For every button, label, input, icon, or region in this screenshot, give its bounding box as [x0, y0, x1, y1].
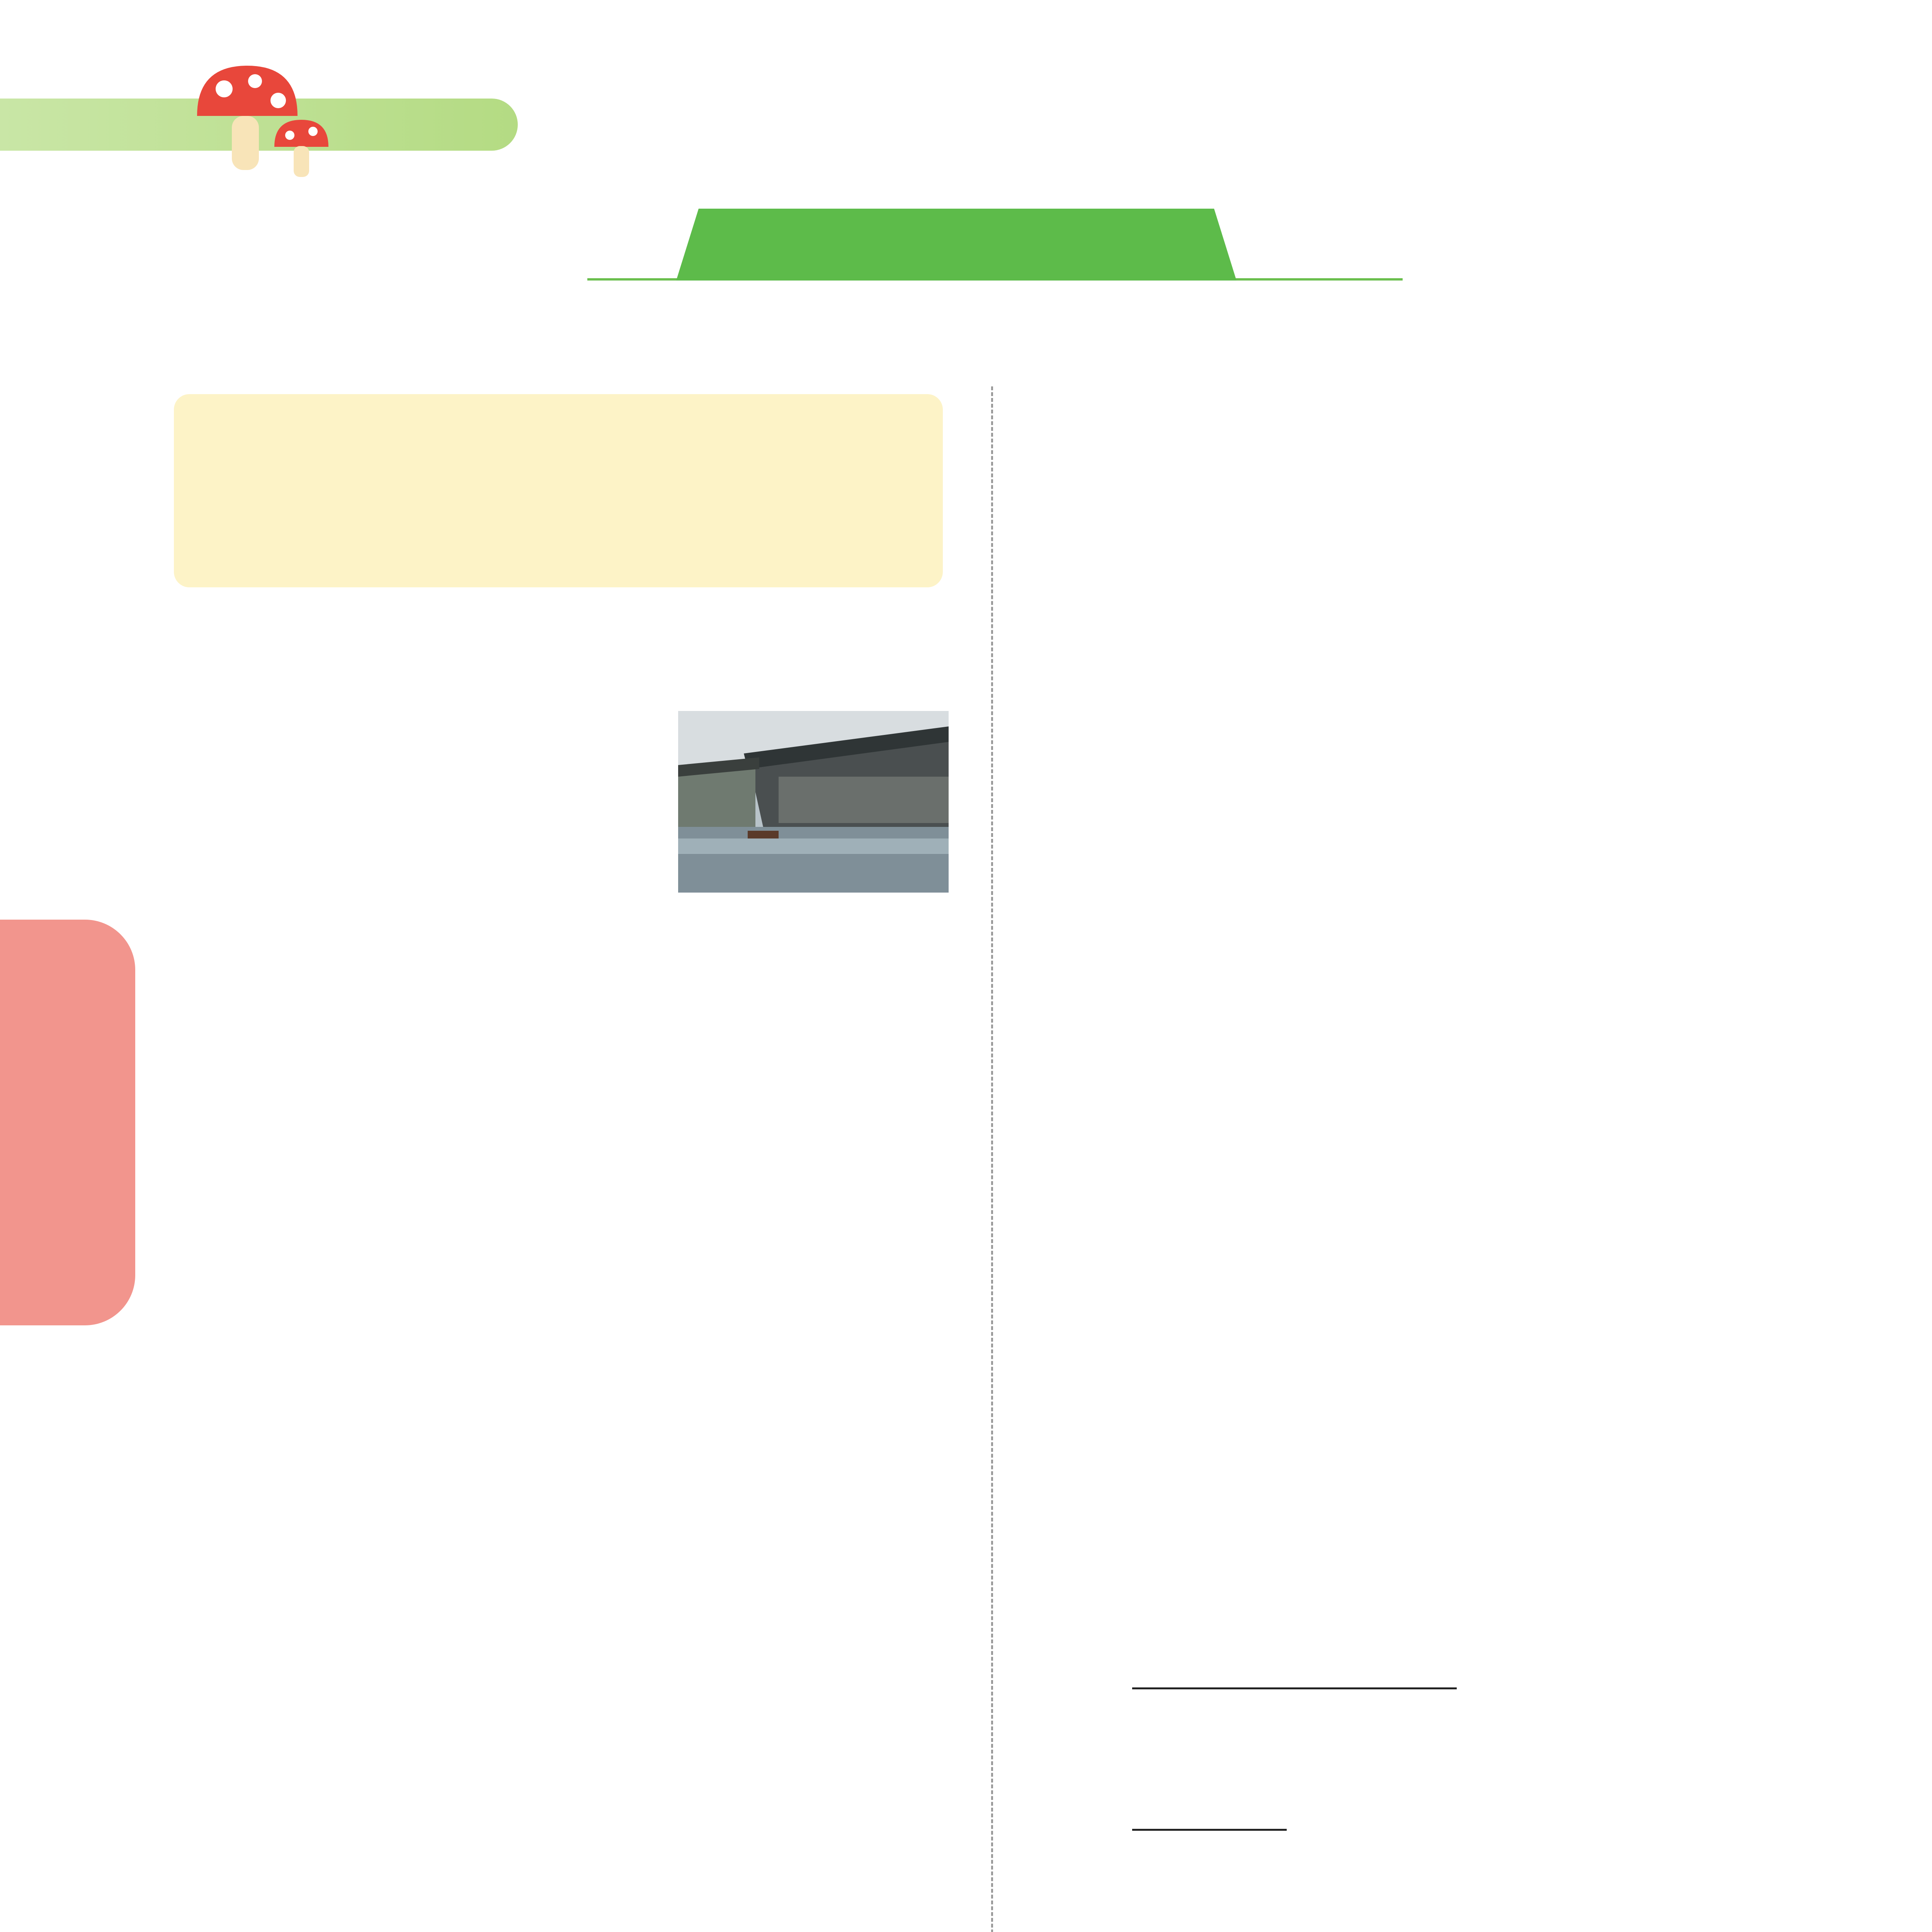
answer-2-2 — [1132, 1829, 1287, 1831]
side-tab — [0, 920, 135, 1325]
zhouzhuang-photo — [678, 711, 949, 893]
answer-2-1b — [1294, 1687, 1457, 1689]
column-divider — [991, 386, 993, 1932]
answer-2-1a — [1132, 1687, 1294, 1689]
question-2-part2-line2 — [1132, 1798, 1287, 1841]
page-title-banner — [587, 209, 1403, 286]
question-2-part1-line2 — [1132, 1656, 1457, 1699]
mushroom-logo-icon — [189, 58, 336, 182]
theme-box — [174, 394, 943, 587]
